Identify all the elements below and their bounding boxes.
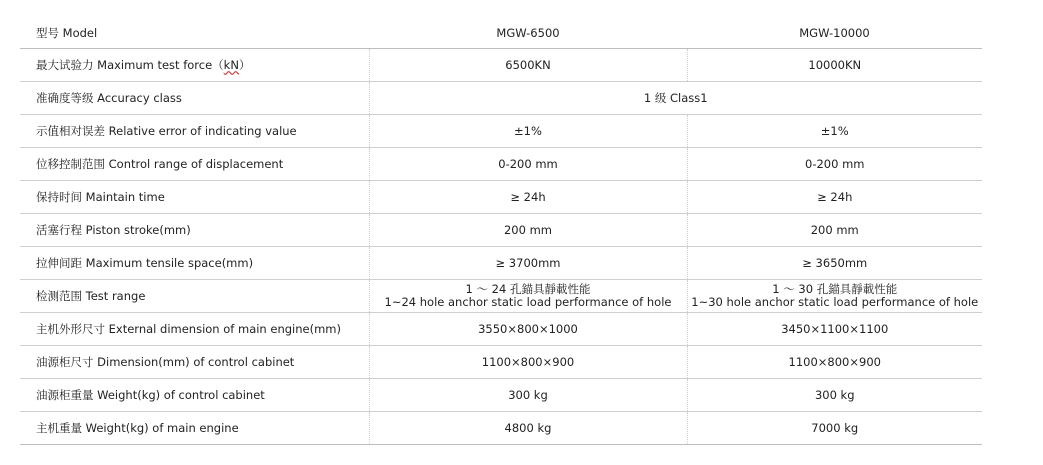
value-model-a: 4800 kg <box>369 412 687 445</box>
value-model-a: 200 mm <box>369 214 687 247</box>
value-model-b: 300 kg <box>687 379 982 412</box>
row-label: 活塞行程 Piston stroke(mm) <box>20 214 369 247</box>
value-line-en: 1~30 hole anchor static load performance of hole <box>691 295 979 309</box>
row-label: 检测范围 Test range <box>20 280 369 313</box>
value-model-b: 10000KN <box>687 49 982 82</box>
row-label: 准确度等级 Accuracy class <box>20 82 369 115</box>
value-model-a: 0-200 mm <box>369 148 687 181</box>
row-label: 位移控制范围 Control range of displacement <box>20 148 369 181</box>
value-line-cn: 1 ～ 24 孔錨具靜載性能 <box>465 282 591 296</box>
table-header-row <box>20 18 982 49</box>
value-model-b <box>687 280 982 313</box>
table-row <box>20 412 982 445</box>
header-label: 型号 Model <box>20 18 369 49</box>
value-merged: 1 级 Class1 <box>369 82 982 115</box>
value-model-a: ≥ 3700mm <box>369 247 687 280</box>
table-row <box>20 247 982 280</box>
row-label: 示值相对误差 Relative error of indicating value <box>20 115 369 148</box>
header-model-b: MGW-10000 <box>687 18 982 49</box>
value-line-cn: 1 ～ 30 孔錨具靜載性能 <box>772 282 898 296</box>
table-row <box>20 346 982 379</box>
table-row <box>20 49 982 82</box>
table-row <box>20 148 982 181</box>
row-label-unit: kN <box>223 57 239 72</box>
row-label: 油源柜尺寸 Dimension(mm) of control cabinet <box>20 346 369 379</box>
value-model-a: ≥ 24h <box>369 181 687 214</box>
value-model-b: 0-200 mm <box>687 148 982 181</box>
value-model-b: ≥ 24h <box>687 181 982 214</box>
table-row <box>20 280 982 313</box>
row-label: 保持时间 Maintain time <box>20 181 369 214</box>
table-row <box>20 214 982 247</box>
value-model-a: 1100×800×900 <box>369 346 687 379</box>
value-model-b: ≥ 3650mm <box>687 247 982 280</box>
table-row <box>20 379 982 412</box>
row-label-prefix: 最大试验力 Maximum test force（ <box>36 57 224 72</box>
value-model-a <box>369 280 687 313</box>
value-model-b: ±1% <box>687 115 982 148</box>
header-model-a: MGW-6500 <box>369 18 687 49</box>
table-row <box>20 115 982 148</box>
row-label: 主机重量 Weight(kg) of main engine <box>20 412 369 445</box>
value-model-b: 3450×1100×1100 <box>687 313 982 346</box>
value-model-b: 7000 kg <box>687 412 982 445</box>
row-label: 拉伸间距 Maximum tensile space(mm) <box>20 247 369 280</box>
value-line-en: 1~24 hole anchor static load performance of hole <box>384 295 672 309</box>
value-model-b: 1100×800×900 <box>687 346 982 379</box>
row-label-suffix: ） <box>238 57 251 72</box>
table-row <box>20 313 982 346</box>
table-row <box>20 82 982 115</box>
value-model-a: 300 kg <box>369 379 687 412</box>
spec-table <box>20 18 982 445</box>
value-model-a: 3550×800×1000 <box>369 313 687 346</box>
row-label: 主机外形尺寸 External dimension of main engine(mm) <box>20 313 369 346</box>
table-row <box>20 181 982 214</box>
value-model-a: ±1% <box>369 115 687 148</box>
row-label: 油源柜重量 Weight(kg) of control cabinet <box>20 379 369 412</box>
row-label <box>20 49 369 82</box>
value-model-b: 200 mm <box>687 214 982 247</box>
value-model-a: 6500KN <box>369 49 687 82</box>
